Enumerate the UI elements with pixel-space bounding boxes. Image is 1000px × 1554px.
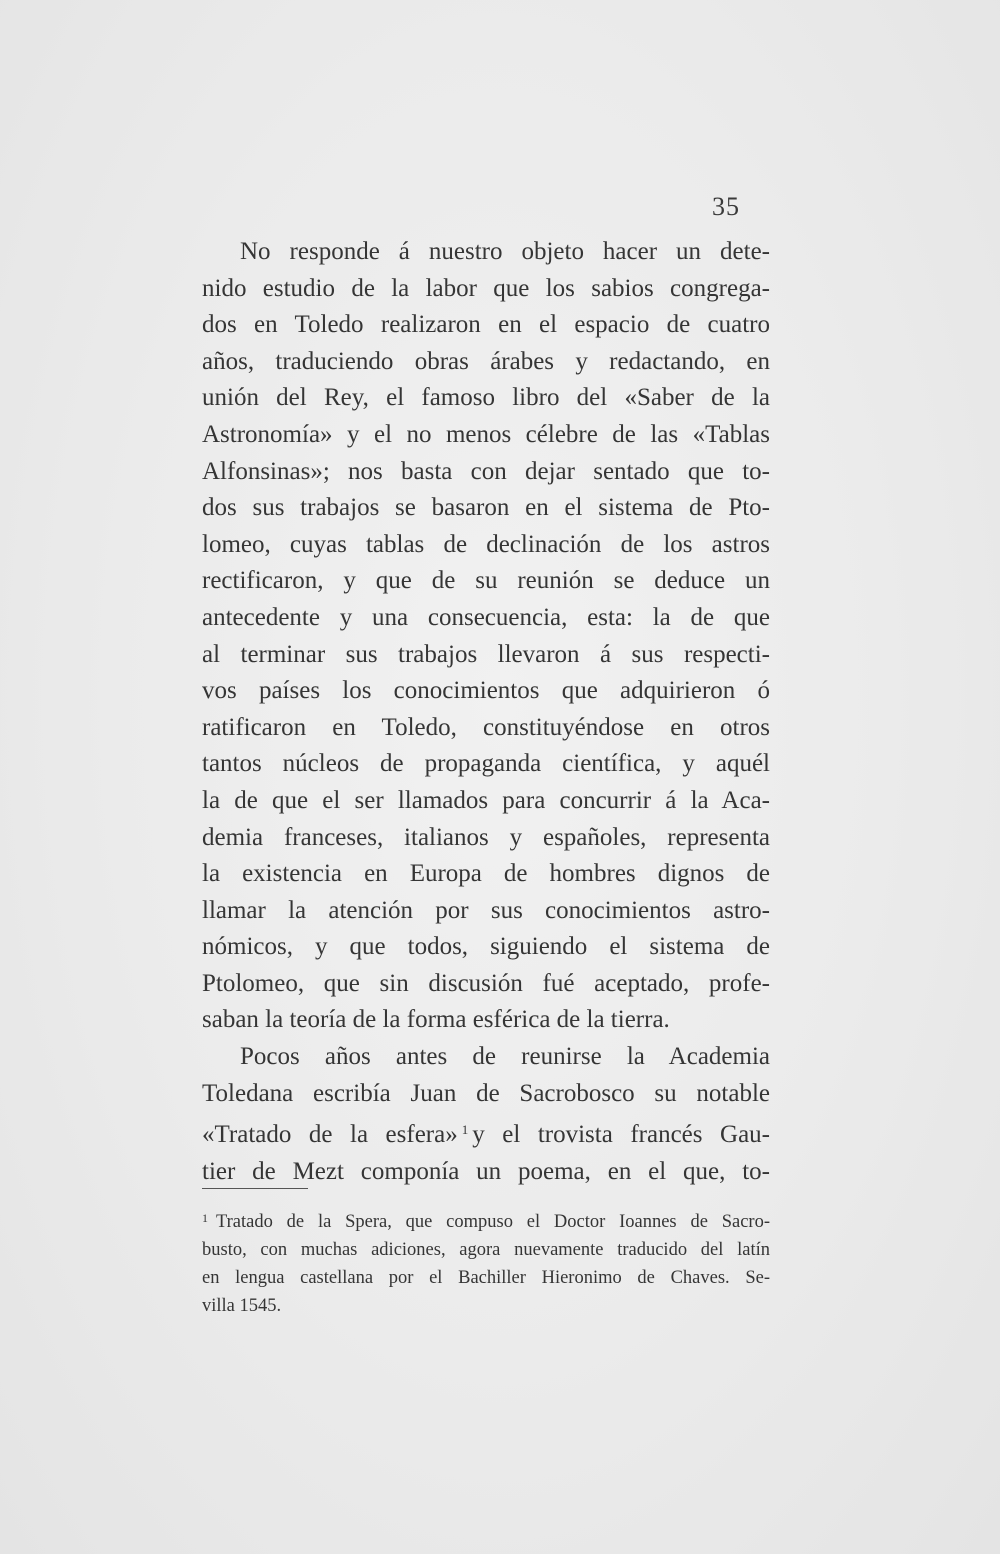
text-line: llamar la atención por sus conocimientos astro- xyxy=(202,896,770,924)
text-line: ratificaron en Toledo, constituyéndose en otros xyxy=(202,713,770,741)
text-segment: y el trovista francés Gau- xyxy=(472,1121,770,1149)
text-line: rectificaron, y que de su reunión se deduce un xyxy=(202,567,770,595)
text-line: demia franceses, italianos y españoles, representa xyxy=(202,823,770,851)
text-line: Astronomía» y el no menos célebre de las «Tablas xyxy=(202,420,770,448)
text-line: nómicos, y que todos, siguiendo el sistema de xyxy=(202,933,770,961)
text-line: Toledana escribía Juan de Sacrobosco su notable xyxy=(202,1079,770,1107)
footnote-line: villa 1545. xyxy=(202,1296,282,1316)
text-line: nido estudio de la labor que los sabios congrega- xyxy=(202,274,770,302)
text-line: unión del Rey, el famoso libro del «Saber de la xyxy=(202,384,770,412)
footnote-separator xyxy=(202,1188,308,1189)
text-line: saban la teoría de la forma esférica de la tierra. xyxy=(202,1006,670,1034)
text-line: al terminar sus trabajos llevaron á sus respecti- xyxy=(202,640,770,668)
text-line: la de que el ser llamados para concurrir á la Aca- xyxy=(202,786,770,814)
footnote-line: busto, con muchas adiciones, agora nuevamente traducido del latín xyxy=(202,1240,770,1260)
text-line: lomeo, cuyas tablas de declinación de los astros xyxy=(202,530,770,558)
footnote xyxy=(202,1204,770,1320)
text-line: vos países los conocimientos que adquirieron ó xyxy=(202,677,770,705)
footnote-text: Tratado de la Spera, que compuso el Doctor Ioannes de Sacro- xyxy=(216,1212,770,1232)
body-text xyxy=(202,234,770,1190)
page-number: 35 xyxy=(712,192,740,221)
footnote-marker: 1 xyxy=(202,1211,208,1225)
text-line: años, traduciendo obras árabes y redactando, en xyxy=(202,347,770,375)
text-line: Alfonsinas»; nos basta con dejar sentado que to- xyxy=(202,457,770,485)
text-line: tier de Mezt componía un poema, en el que, to- xyxy=(202,1157,770,1185)
text-line: Ptolomeo, que sin discusión fué aceptado, profe- xyxy=(202,969,770,997)
text-line: la existencia en Europa de hombres dignos de xyxy=(202,860,770,888)
footnote-line: en lengua castellana por el Bachiller Hieronimo de Chaves. Se- xyxy=(202,1268,770,1288)
footnote-line xyxy=(202,1204,770,1236)
text-line: Pocos años antes de reunirse la Academia xyxy=(240,1043,770,1071)
text-line: tantos núcleos de propaganda científica, y aquél xyxy=(202,750,770,778)
text-segment: «Tratado de la esfera» xyxy=(202,1121,458,1149)
text-line-with-footnote-ref xyxy=(202,1112,770,1154)
text-line: No responde á nuestro objeto hacer un dete- xyxy=(240,238,770,265)
text-line: dos en Toledo realizaron en el espacio de cuatro xyxy=(202,311,770,339)
text-line: dos sus trabajos se basaron en el sistema de Pto- xyxy=(202,494,770,522)
text-line: antecedente y una consecuencia, esta: la de que xyxy=(202,603,770,631)
footnote-reference-marker: 1 xyxy=(461,1122,469,1138)
